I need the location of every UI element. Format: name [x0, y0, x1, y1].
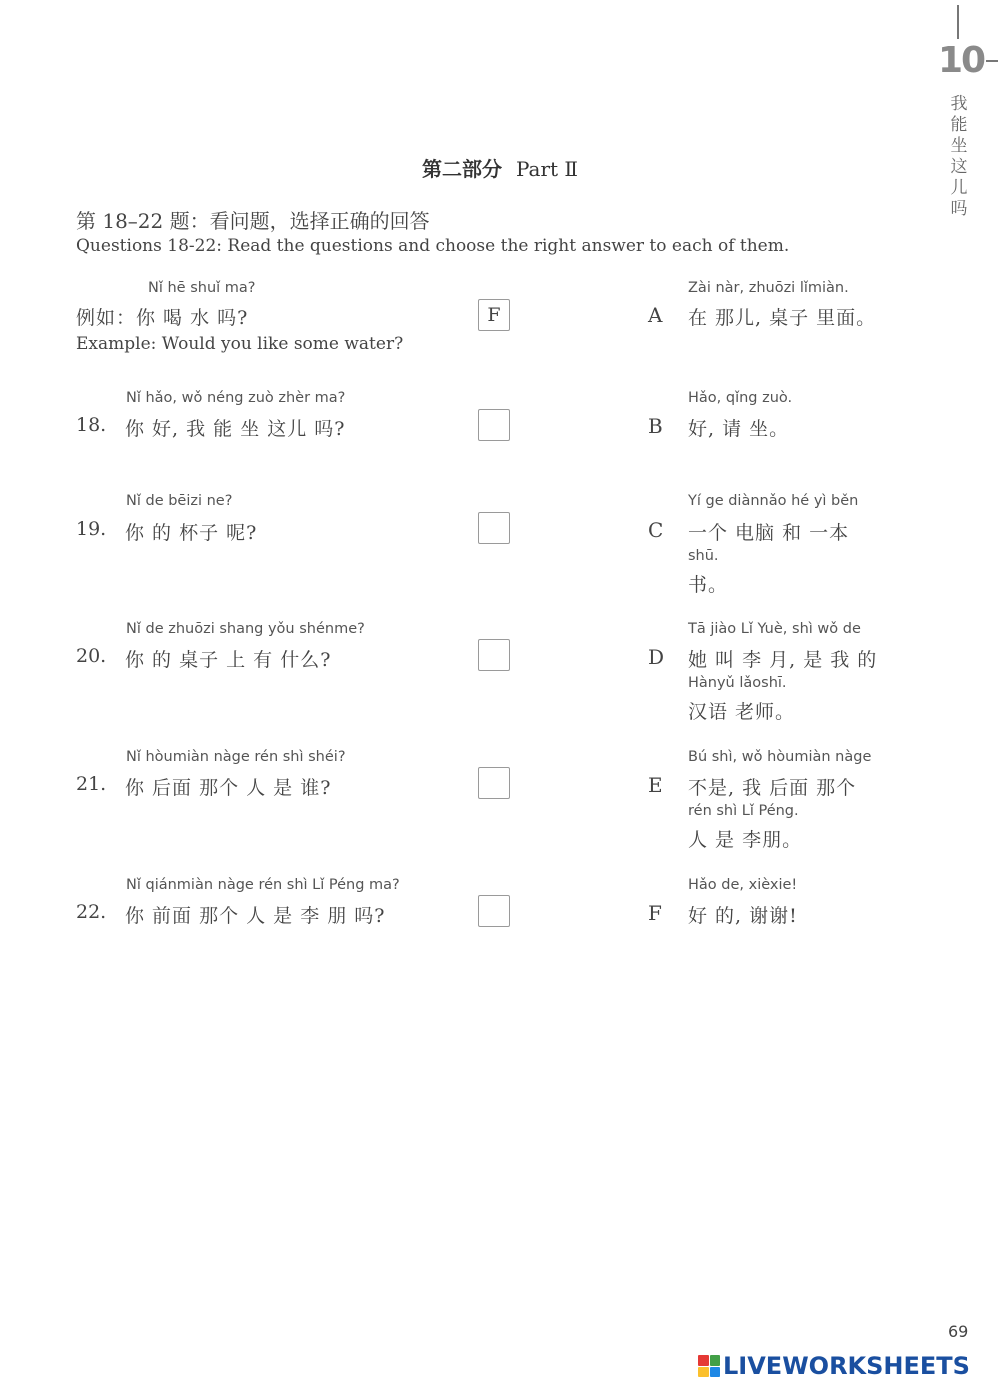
option-letter: A: [648, 303, 663, 327]
question-pinyin: Nǐ de bēizi ne?: [126, 493, 233, 509]
option-letter: B: [648, 414, 663, 438]
option-hanzi: 好 的, 谢谢!: [688, 905, 798, 927]
part-title: [0, 153, 1000, 182]
logo-square-green: [710, 1355, 721, 1366]
example-question: [76, 303, 248, 330]
question-hanzi: 你 的 桌子 上 有 什么?: [125, 649, 332, 671]
option-pinyin: Hànyǔ lǎoshī.: [688, 675, 787, 691]
logo-square-red: [698, 1355, 709, 1366]
page-number: 69: [948, 1322, 969, 1341]
question-hanzi: 你 好, 我 能 坐 这儿 吗?: [125, 418, 346, 440]
option-letter: F: [648, 901, 662, 925]
option-letter: C: [648, 518, 664, 542]
option-pinyin: Tā jiào Lǐ Yuè, shì wǒ de: [688, 621, 861, 637]
example-hanzi: 你 喝 水 吗?: [136, 307, 249, 329]
question-pinyin: Nǐ hǎo, wǒ néng zuò zhèr ma?: [126, 390, 346, 406]
answer-box-20[interactable]: [478, 639, 510, 671]
question-number: 21.: [76, 773, 107, 795]
question-number: 20.: [76, 645, 107, 667]
option-pinyin: Hǎo, qǐng zuò.: [688, 390, 793, 406]
example-pinyin: Nǐ hē shuǐ ma?: [148, 280, 256, 296]
option-pinyin: Zài nàr, zhuōzi lǐmiàn.: [688, 280, 849, 296]
option-letter: E: [648, 773, 663, 797]
example-answer-box: F: [478, 299, 510, 331]
question-number: 22.: [76, 901, 107, 923]
option-pinyin: Bú shì, wǒ hòumiàn nàge: [688, 749, 872, 765]
logo-square-blue: [710, 1367, 721, 1378]
question-number: 19.: [76, 518, 107, 540]
option-hanzi: 不是, 我 后面 那个: [688, 777, 857, 799]
liveworksheets-text: LIVEWORKSHEETS: [723, 1352, 970, 1380]
option-pinyin: Yí ge diànnǎo hé yì běn: [688, 493, 859, 509]
option-hanzi: 书。: [688, 574, 729, 596]
part-title-en: Part Ⅱ: [515, 157, 579, 181]
option-pinyin: shū.: [688, 548, 719, 564]
option-letter: D: [648, 645, 665, 669]
answer-box-21[interactable]: [478, 767, 510, 799]
question-pinyin: Nǐ qiánmiàn nàge rén shì Lǐ Péng ma?: [126, 877, 400, 893]
answer-box-18[interactable]: [478, 409, 510, 441]
chapter-number: 10: [938, 40, 985, 81]
chapter-title: 我能坐这儿吗: [950, 94, 968, 219]
question-pinyin: Nǐ de zhuōzi shang yǒu shénme?: [126, 621, 365, 637]
answer-box-22[interactable]: [478, 895, 510, 927]
option-hanzi: 在 那儿, 桌子 里面。: [688, 307, 877, 329]
example-english: Example: Would you like some water?: [76, 334, 404, 354]
option-pinyin: rén shì Lǐ Péng.: [688, 803, 799, 819]
chapter-divider-line: [957, 5, 959, 39]
question-hanzi: 你 前面 那个 人 是 李 朋 吗?: [125, 905, 386, 927]
liveworksheets-logo[interactable]: [698, 1352, 970, 1380]
logo-square-yellow: [698, 1367, 709, 1378]
part-title-zh: 第二部分: [421, 157, 502, 181]
option-hanzi: 人 是 李朋。: [688, 829, 803, 851]
instructions-zh: 第 18–22 题：看问题，选择正确的回答: [76, 209, 430, 233]
example-prefix: 例如：: [76, 307, 137, 329]
chapter-dash: [986, 60, 998, 62]
question-hanzi: 你 后面 那个 人 是 谁?: [125, 777, 332, 799]
liveworksheets-icon: [698, 1355, 720, 1377]
option-hanzi: 一个 电脑 和 一本: [688, 522, 850, 544]
option-pinyin: Hǎo de, xièxie!: [688, 877, 798, 893]
question-pinyin: Nǐ hòumiàn nàge rén shì shéi?: [126, 749, 346, 765]
instructions-en: Questions 18-22: Read the questions and choose the right answer to each of them.: [76, 236, 790, 256]
answer-box-19[interactable]: [478, 512, 510, 544]
option-hanzi: 汉语 老师。: [688, 701, 796, 723]
question-hanzi: 你 的 杯子 呢?: [125, 522, 258, 544]
option-hanzi: 好, 请 坐。: [688, 418, 790, 440]
question-number: 18.: [76, 414, 107, 436]
option-hanzi: 她 叫 李 月, 是 我 的: [688, 649, 878, 671]
